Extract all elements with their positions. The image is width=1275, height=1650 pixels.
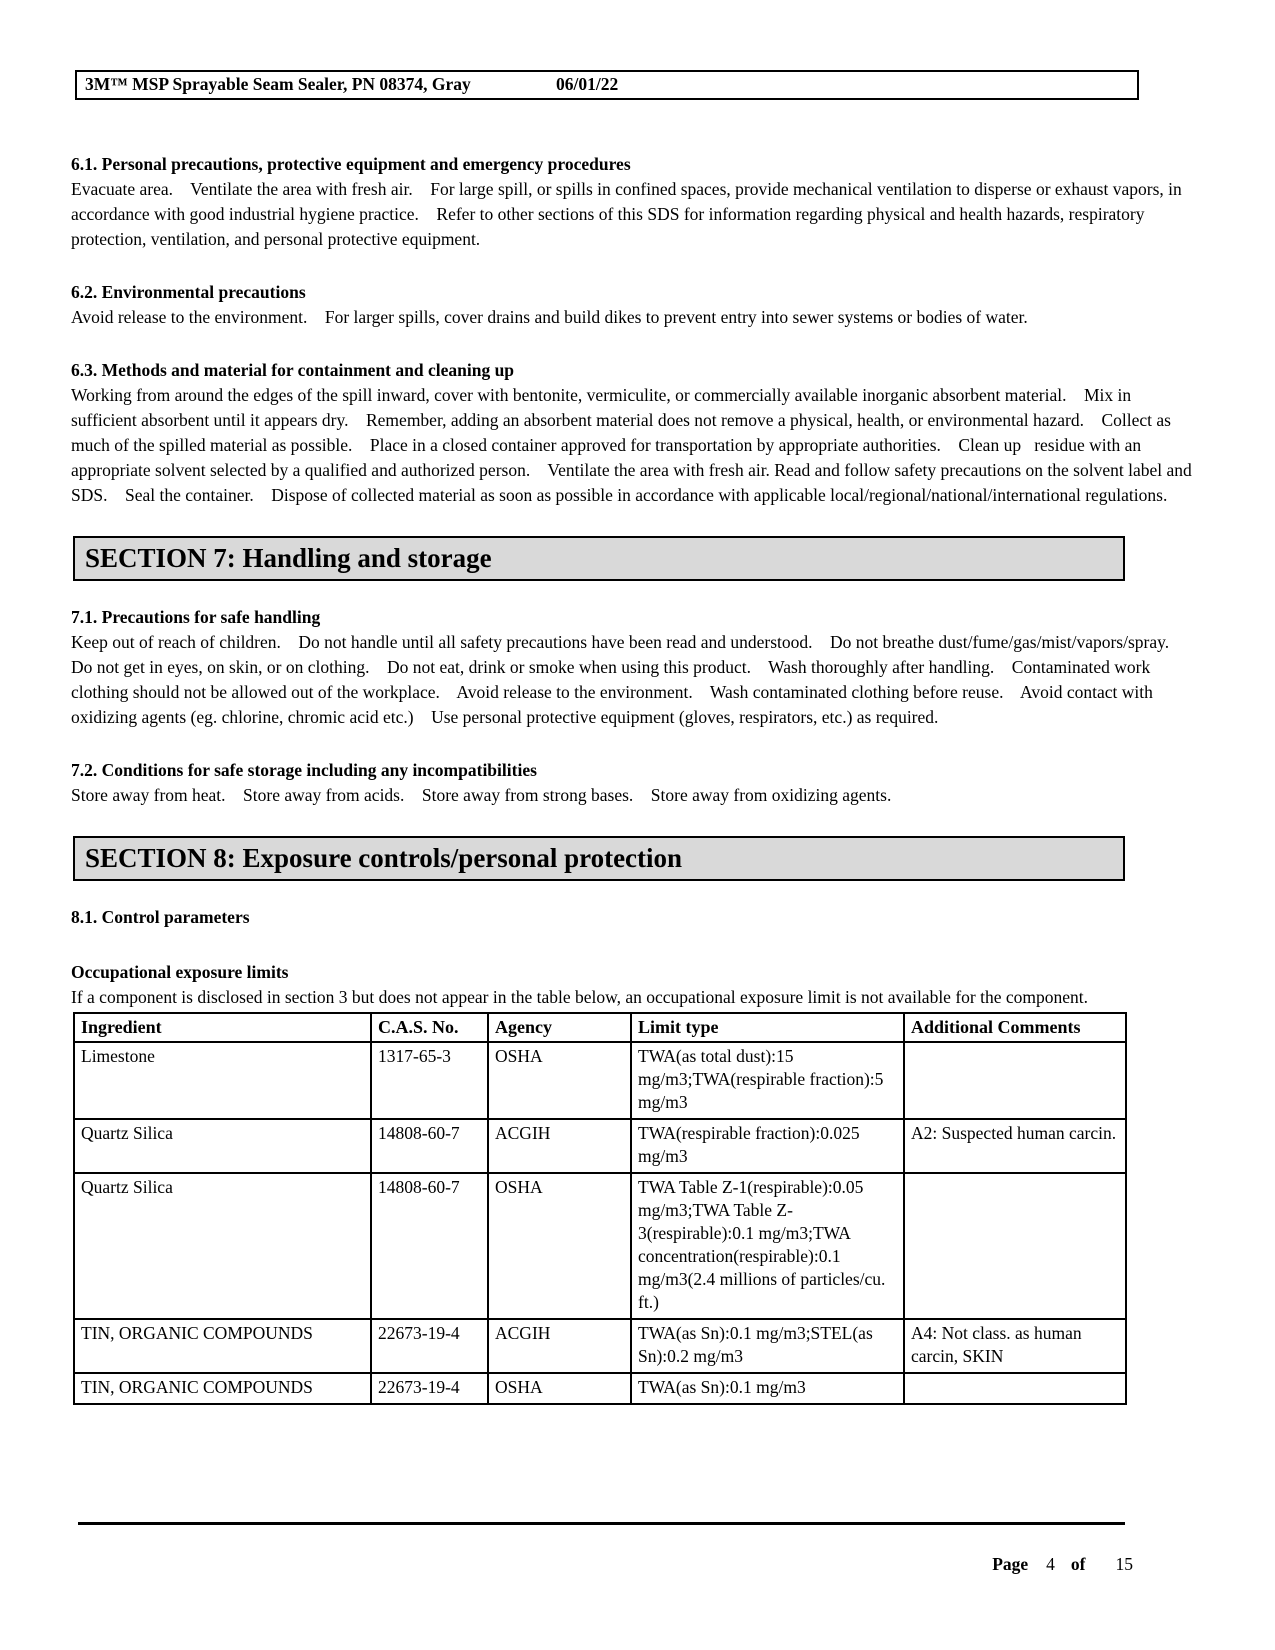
oel-intro: If a component is disclosed in section 3 but does not appear in the table below, an occupational exposure limit is not available for the component. — [71, 987, 1088, 1007]
table-row — [74, 1373, 1126, 1404]
table-cell-agency: ACGIH — [488, 1319, 631, 1373]
page-number: 4 — [1046, 1554, 1055, 1574]
table-cell-limit: TWA(as Sn):0.1 mg/m3 — [631, 1373, 904, 1404]
section-7-1 — [71, 605, 1196, 730]
exposure-limits-table — [73, 1012, 1127, 1405]
table-cell-limit: TWA(as Sn):0.1 mg/m3;STEL(as Sn):0.2 mg/m3 — [631, 1319, 904, 1373]
col-header-limit-type: Limit type — [631, 1013, 904, 1042]
section-6-2-heading: 6.2. Environmental precautions — [71, 282, 306, 302]
page-label: Page — [992, 1554, 1029, 1574]
table-cell-comments — [904, 1373, 1126, 1404]
section-6-3-body: Working from around the edges of the spill inward, cover with bentonite, vermiculite, or commercially available inorganic absorbent material. Mix in sufficient absorbent until it appears dry. Remember, adding an absorbent material does not remove a physical, health, or environmental hazard. Collect as much of the spilled material as possible. Place in a closed container approved for transportation by appropriate authorities. Clean up residue with an appropriate solvent selected by a qualified and authorized person. Ventilate the area with fresh air. Read and follow safety precautions on the solvent label and SDS. Seal the container. Dispose of collected material as soon as possible in accordance with applicable local/regional/national/international regulations. — [71, 385, 1197, 505]
table-cell-cas: 14808-60-7 — [371, 1173, 488, 1319]
table-cell-ingredient: Quartz Silica — [74, 1119, 371, 1173]
section-6-2-body: Avoid release to the environment. For larger spills, cover drains and build dikes to prevent entry into sewer systems or bodies of water. — [71, 307, 1028, 327]
section-6-2 — [71, 280, 1196, 330]
section-7-1-heading: 7.1. Precautions for safe handling — [71, 607, 321, 627]
section-6-1-body: Evacuate area. Ventilate the area with fresh air. For large spill, or spills in confined spaces, provide mechanical ventilation to disperse or exhaust vapors, in accordance with good industrial hygiene practice. Refer to other sections of this SDS for information regarding physical and health hazards, respiratory protection, ventilation, and personal protective equipment. — [71, 179, 1187, 249]
col-header-cas-no: C.A.S. No. — [371, 1013, 488, 1042]
section-7-2-heading: 7.2. Conditions for safe storage including any incompatibilities — [71, 760, 537, 780]
section-8-banner: SECTION 8: Exposure controls/personal protection — [73, 836, 1125, 881]
table-row — [74, 1173, 1126, 1319]
table-cell-limit: TWA(as total dust):15 mg/m3;TWA(respirable fraction):5 mg/m3 — [631, 1042, 904, 1119]
table-row — [74, 1042, 1126, 1119]
table-cell-agency: OSHA — [488, 1042, 631, 1119]
section-6-1-heading: 6.1. Personal precautions, protective equipment and emergency procedures — [71, 154, 631, 174]
total-pages: 15 — [1115, 1554, 1133, 1574]
col-header-agency: Agency — [488, 1013, 631, 1042]
table-cell-comments — [904, 1042, 1126, 1119]
col-header-additional-comments: Additional Comments — [904, 1013, 1126, 1042]
table-cell-comments — [904, 1173, 1126, 1319]
table-cell-limit: TWA Table Z-1(respirable):0.05 mg/m3;TWA Table Z-3(respirable):0.1 mg/m3;TWA concentration(respirable):0.1 mg/m3(2.4 millions of particles/cu. ft.) — [631, 1173, 904, 1319]
table-cell-agency: OSHA — [488, 1173, 631, 1319]
section-7-banner: SECTION 7: Handling and storage — [73, 536, 1125, 581]
table-cell-agency: ACGIH — [488, 1119, 631, 1173]
section-7-2 — [71, 758, 1196, 808]
revision-date: 06/01/22 — [556, 74, 619, 94]
section-7-2-body: Store away from heat. Store away from acids. Store away from strong bases. Store away from oxidizing agents. — [71, 785, 892, 805]
table-cell-cas: 1317-65-3 — [371, 1042, 488, 1119]
oel-heading: Occupational exposure limits — [71, 962, 289, 982]
table-cell-cas: 22673-19-4 — [371, 1319, 488, 1373]
of-label: of — [1070, 1554, 1086, 1574]
table-row — [74, 1319, 1126, 1373]
table-cell-ingredient: TIN, ORGANIC COMPOUNDS — [74, 1319, 371, 1373]
product-title: 3M™ MSP Sprayable Seam Sealer, PN 08374, Gray — [85, 74, 471, 94]
oel-block — [71, 960, 1196, 1010]
table-cell-ingredient: Quartz Silica — [74, 1173, 371, 1319]
section-6-1 — [71, 152, 1196, 252]
table-cell-agency: OSHA — [488, 1373, 631, 1404]
section-7-1-body: Keep out of reach of children. Do not handle until all safety precautions have been read and understood. Do not breathe dust/fume/gas/mist/vapors/spray. Do not get in eyes, on skin, or on clothing. Do not eat, drink or smoke when using this product. Wash thoroughly after handling. Contaminated work clothing should not be allowed out of the workplace. Avoid release to the environment. Wash contaminated clothing before reuse. Avoid contact with oxidizing agents (eg. chlorine, chromic acid etc.) Use personal protective equipment (gloves, respirators, etc.) as required. — [71, 632, 1187, 727]
document-header — [75, 70, 1139, 100]
page-footer — [992, 1552, 1133, 1577]
table-cell-ingredient: Limestone — [74, 1042, 371, 1119]
table-cell-cas: 22673-19-4 — [371, 1373, 488, 1404]
table-cell-cas: 14808-60-7 — [371, 1119, 488, 1173]
table-header-row — [74, 1013, 1126, 1042]
footer-divider — [78, 1522, 1125, 1525]
section-8-1-heading: 8.1. Control parameters — [71, 907, 250, 927]
table-cell-ingredient: TIN, ORGANIC COMPOUNDS — [74, 1373, 371, 1404]
col-header-ingredient: Ingredient — [74, 1013, 371, 1042]
table-cell-comments: A4: Not class. as human carcin, SKIN — [904, 1319, 1126, 1373]
section-6-3 — [71, 358, 1196, 508]
section-8-1 — [71, 905, 1196, 930]
section-6-3-heading: 6.3. Methods and material for containment and cleaning up — [71, 360, 515, 380]
table-cell-limit: TWA(respirable fraction):0.025 mg/m3 — [631, 1119, 904, 1173]
table-cell-comments: A2: Suspected human carcin. — [904, 1119, 1126, 1173]
table-row — [74, 1119, 1126, 1173]
